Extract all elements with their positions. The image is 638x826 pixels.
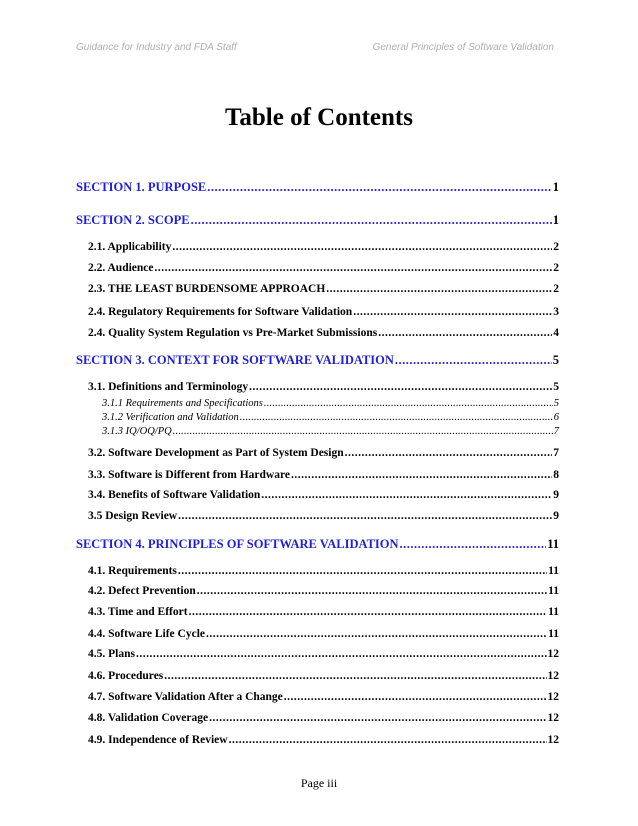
toc-page-number: 5 [552,353,559,367]
toc-page-number: 4 [553,327,559,339]
toc-entry-label: 4.1. Requirements [88,565,177,577]
toc-entry-label: 2.1. Applicability [88,241,172,253]
page-title: Table of Contents [225,104,413,131]
toc-entry-label: 2.3. THE LEAST BURDENSOME APPROACH [88,283,326,295]
toc-entry-2-4-quality[interactable] [88,327,559,339]
toc-section-4[interactable] [76,537,559,552]
toc-entry-4-7[interactable] [88,691,559,703]
toc-leader [291,469,552,481]
toc-page-number: 5 [553,398,559,409]
toc-page-number: 2 [553,283,559,295]
toc-leader [209,712,546,724]
toc-entry-4-8[interactable] [88,712,559,724]
toc-entry-3-3[interactable] [88,469,559,481]
running-header-right: General Principles of Software Validation [372,42,554,53]
toc-entry-label: 4.2. Defect Prevention [88,585,196,597]
toc-entry-3-5[interactable] [88,510,559,522]
toc-entry-3-4[interactable] [88,489,559,501]
toc-page-number: 9 [553,489,559,501]
toc-entry-label: 3.2. Software Development as Part of System Design [88,447,344,459]
toc-entry-label: 4.7. Software Validation After a Change [88,691,283,703]
toc-entry-label: 4.5. Plans [88,648,135,660]
toc-entry-label: 3.3. Software is Different from Hardware [88,469,290,481]
toc-entry-3-1[interactable] [88,381,559,393]
toc-leader [229,734,547,746]
toc-page-number: 12 [547,712,559,724]
toc-entry-label: 2.4. Regulatory Requirements for Software Validation [88,306,353,318]
toc-page-number: 7 [553,447,559,459]
toc-page-number: 3 [553,306,559,318]
toc-leader [191,213,552,228]
toc-leader [155,262,553,274]
toc-leader [164,670,546,682]
toc-entry-label: SECTION 3. CONTEXT FOR SOFTWARE VALIDATION [76,353,394,367]
toc-leader [207,180,552,195]
toc-leader [261,489,552,501]
toc-page-number: 1 [552,180,559,194]
toc-entry-4-4[interactable] [88,628,559,640]
toc-entry-label: 3.5 Design Review [88,510,178,522]
toc-leader [326,283,552,295]
toc-page-number: 12 [547,734,559,746]
toc-leader [178,565,547,577]
toc-page-number: 12 [547,648,559,660]
toc-entry-label: 3.1.2 Verification and Validation [102,412,239,423]
toc-section-3[interactable] [76,353,559,368]
toc-leader [395,353,552,368]
toc-leader [378,327,552,339]
toc-page-number: 2 [553,241,559,253]
toc-leader [353,306,552,318]
toc-leader [284,691,547,703]
running-header-left: Guidance for Industry and FDA Staff [76,42,237,53]
toc-entry-4-5[interactable] [88,648,559,660]
toc-page-number: 2 [553,262,559,274]
toc-leader [206,628,547,640]
toc-entry-2-3[interactable] [88,283,559,295]
toc-page-number: 9 [553,510,559,522]
toc-entry-2-2[interactable] [88,262,559,274]
page-number-footer: Page iii [300,776,338,790]
toc-entry-3-2[interactable] [88,447,559,459]
toc-entry-4-3[interactable] [88,606,559,618]
toc-entry-label: SECTION 1. PURPOSE [76,180,207,194]
toc-leader [400,537,547,552]
toc-leader [136,648,547,660]
toc-page-number: 11 [548,628,559,640]
toc-entry-4-1[interactable] [88,565,559,577]
toc-page-number: 7 [553,426,559,437]
toc-leader [249,381,552,393]
toc-entry-label: 2.2. Audience [88,262,154,274]
toc-page-number: 8 [553,469,559,481]
toc-page-number: 11 [548,585,559,597]
toc-entry-4-6[interactable] [88,670,559,682]
toc-entry-label: 2.4. Quality System Regulation vs Pre-Market Submissions [88,327,378,339]
toc-entry-label: 3.1.3 IQ/OQ/PQ [102,426,172,437]
toc-page-number: 12 [547,670,559,682]
toc-entry-label: 3.4. Benefits of Software Validation [88,489,261,501]
toc-entry-label: SECTION 4. PRINCIPLES OF SOFTWARE VALIDATION [76,537,399,551]
toc-page-number: 5 [553,381,559,393]
toc-entry-label: 3.1. Definitions and Terminology [88,381,249,393]
toc-entry-label: 4.9. Independence of Review [88,734,228,746]
toc-entry-2-4-regulatory[interactable] [88,306,559,318]
toc-page-number: 11 [548,606,559,618]
toc-entry-2-1[interactable] [88,241,559,253]
toc-page-number: 1 [552,213,559,227]
toc-entry-4-2[interactable] [88,585,559,597]
toc-leader [189,606,548,618]
toc-page-number: 6 [553,412,559,423]
toc-leader [264,398,553,409]
toc-leader [178,510,552,522]
toc-page-number: 12 [547,691,559,703]
toc-section-2[interactable] [76,213,559,228]
toc-leader [172,241,552,253]
toc-entry-label: 3.1.1 Requirements and Specifications [102,398,263,409]
toc-leader [240,412,553,423]
toc-entry-3-1-2[interactable] [102,412,559,423]
toc-page-number: 11 [548,565,559,577]
toc-entry-label: SECTION 2. SCOPE [76,213,190,227]
toc-page-number: 11 [547,537,559,551]
toc-entry-3-1-1[interactable] [102,398,559,409]
toc-leader [173,426,553,437]
toc-entry-label: 4.6. Procedures [88,670,164,682]
toc-entry-label: 4.8. Validation Coverage [88,712,209,724]
toc-leader [345,447,553,459]
toc-leader [197,585,547,597]
toc-entry-3-1-3[interactable] [102,426,559,437]
toc-entry-4-9[interactable] [88,734,559,746]
toc-entry-label: 4.3. Time and Effort [88,606,188,618]
toc-entry-label: 4.4. Software Life Cycle [88,628,205,640]
toc-section-1[interactable] [76,180,559,195]
